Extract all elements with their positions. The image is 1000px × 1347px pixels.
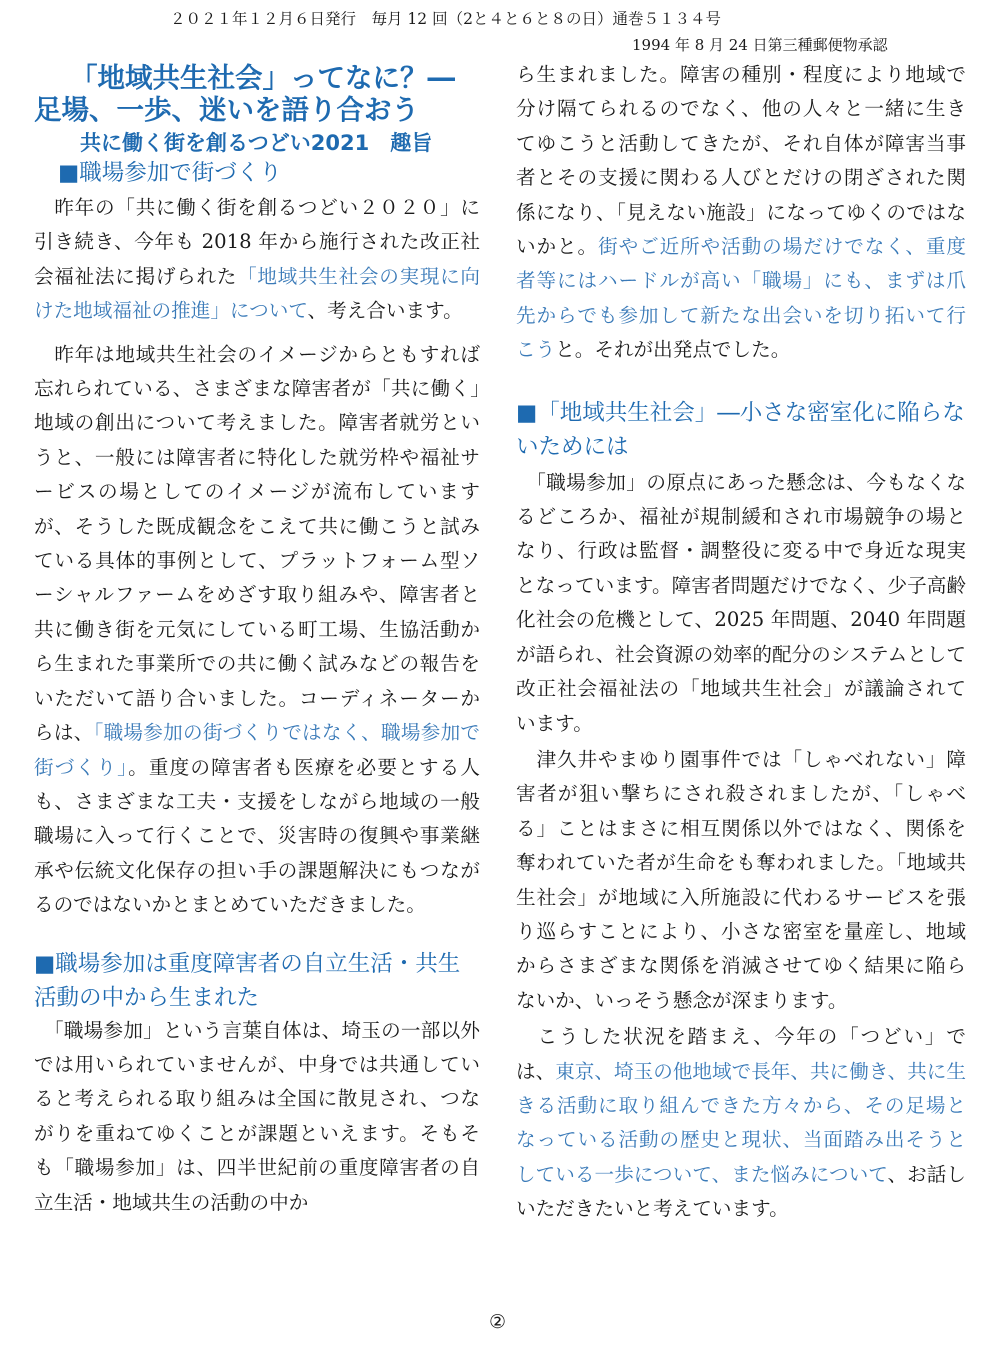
body-text: 。重度の障害者も医療を必要とする人も、さまざまな工夫・支援をしながら地域の一般職場に入って行くことで、災害時の復興や事業継承や伝統文化保存の担い手の課題解決にもつながるのではないかとまとめていただきました。 bbox=[34, 755, 481, 917]
left-column bbox=[34, 62, 480, 1220]
body-text: 「職場参加」という言葉自体は、埼玉の一部以外では用いられていませんが、中身では共通していると考えられる取り組みは全国に散見され、つながりを重ねてゆくことが課題といえます。そもそも「職場参加」は、四半世紀前の重度障害者の自立生活・地域共生の活動の中か bbox=[34, 1018, 480, 1214]
section-3-paragraph-1 bbox=[516, 466, 966, 741]
body-text: 津久井やまゆり園事件では「しゃべれない」障害者が狙い撃ちにされ殺されましたが、「しゃべる」ことはまさに相互関係以外ではなく、関係を奪われていた者が生命をも奪われました。「地域共生社会」が地域に入所施設に代わるサービスを張り巡らすことにより、小さな密室を量産し、地域からさまざまな関係を消滅させてゆく結果に陥らないか、いっそう懸念が深まります。 bbox=[516, 747, 966, 1012]
highlighted-text: 街やご近所や活動の場だけでなく、重度者等にはハードルが高い「職場」にも、まずは爪先からでも参加して新たな出会いを切り拓いて行こう bbox=[516, 235, 967, 362]
section-1-paragraph-1 bbox=[34, 191, 480, 329]
body-text: こうした状況を踏まえ、今年の「つどい」では、 bbox=[516, 1025, 966, 1083]
body-text: ら生まれました。障害の種別・程度により地域で分け隔てられるのでなく、他の人々と一緒に生きてゆこうと活動してきたが、それ自体が障害当事者とその支援に関わる人びとだけの閉ざされた関係になり、「見えない施設」になってゆくのではないかと。 bbox=[516, 63, 966, 259]
section-1-paragraph-2 bbox=[34, 338, 480, 923]
section-2-paragraph-1b bbox=[516, 58, 966, 368]
article-title-line-1: 「地域共生社会」ってなに？― bbox=[70, 62, 455, 94]
body-text: 、考え合います。 bbox=[307, 299, 463, 323]
body-text: 「職場参加」の原点にあった懸念は、今もなくなるどころか、福祉が規制緩和され市場競争の場となり、行政は監督・調整役に変る中で身近な現実となっています。障害者問題だけでなく、少子高齢化社会の危機として、2025 年問題、2040 年問題が語られ、社会資源の効率的配分のシステムとして改正社会福祉法の「地域共生社会」が議論されています。 bbox=[516, 470, 966, 735]
right-column bbox=[516, 58, 966, 1227]
article-subtitle: 共に働く街を創るつどい2021 趣旨 bbox=[80, 131, 433, 155]
section-heading-1: ■職場参加で街づくり bbox=[58, 160, 282, 186]
highlighted-text: 「職場参加の街づくりではなく、職場参加で街づくり」 bbox=[34, 721, 481, 779]
section-3-paragraph-2 bbox=[516, 743, 966, 1018]
highlighted-text: 東京、埼玉の他地域で長年、共に働き、共に生きる活動に取り組んできた方々から、その足場となっている活動の歴史と現状、当面踏み出そうとしている一歩について、また悩みについて bbox=[516, 1059, 967, 1186]
body-text: と。それが出発点でした。 bbox=[555, 338, 791, 362]
section-2-paragraph-1a bbox=[34, 1014, 480, 1220]
postal-approval-line: 1994 年 8 月 24 日第三種郵便物承認 bbox=[632, 36, 888, 54]
article-title-line-2: 足場、一歩、迷いを語り合おう bbox=[34, 94, 419, 126]
section-3-paragraph-3 bbox=[516, 1020, 966, 1226]
body-text: 、お話しいただきたいと考えています。 bbox=[516, 1162, 966, 1221]
issue-line: ２０２１年１２月６日発行 毎月 12 回（2と４と６と８の日）通巻５１３４号 bbox=[170, 10, 721, 28]
section-heading-3: ■「地域共生社会」―小さな密室化に陥らないためには bbox=[516, 399, 965, 460]
highlighted-text: 「地域共生社会の実現に向けた地域福祉の推進」について bbox=[34, 264, 481, 323]
page-number: ② bbox=[489, 1311, 507, 1333]
body-text: 昨年は地域共生社会のイメージからともすれば忘れられている、さまざまな障害者が「共に働く」地域の創出について考えました。障害者就労というと、一般には障害者に特化した就労枠や福祉サービスの場としてのイメージが流布していますが、そうした既成観念をこえて共に働こうと試みている具体的事例として、プラットフォーム型ソーシャルファームをめざす取り組みや、障害者と共に働き街を元気にしている町工場、生協活動から生まれた事業所での共に働く試みなどの報告をいただいて語り合いました。コーディネーターからは、 bbox=[34, 342, 480, 745]
body-text: 昨年の「共に働く街を創るつどい２０２０」に引き続き、今年も 2018 年から施行された改正社会福祉法に掲げられた bbox=[34, 196, 480, 288]
section-heading-2: ■職場参加は重度障害者の自立生活・共生活動の中から生まれた bbox=[34, 950, 461, 1011]
